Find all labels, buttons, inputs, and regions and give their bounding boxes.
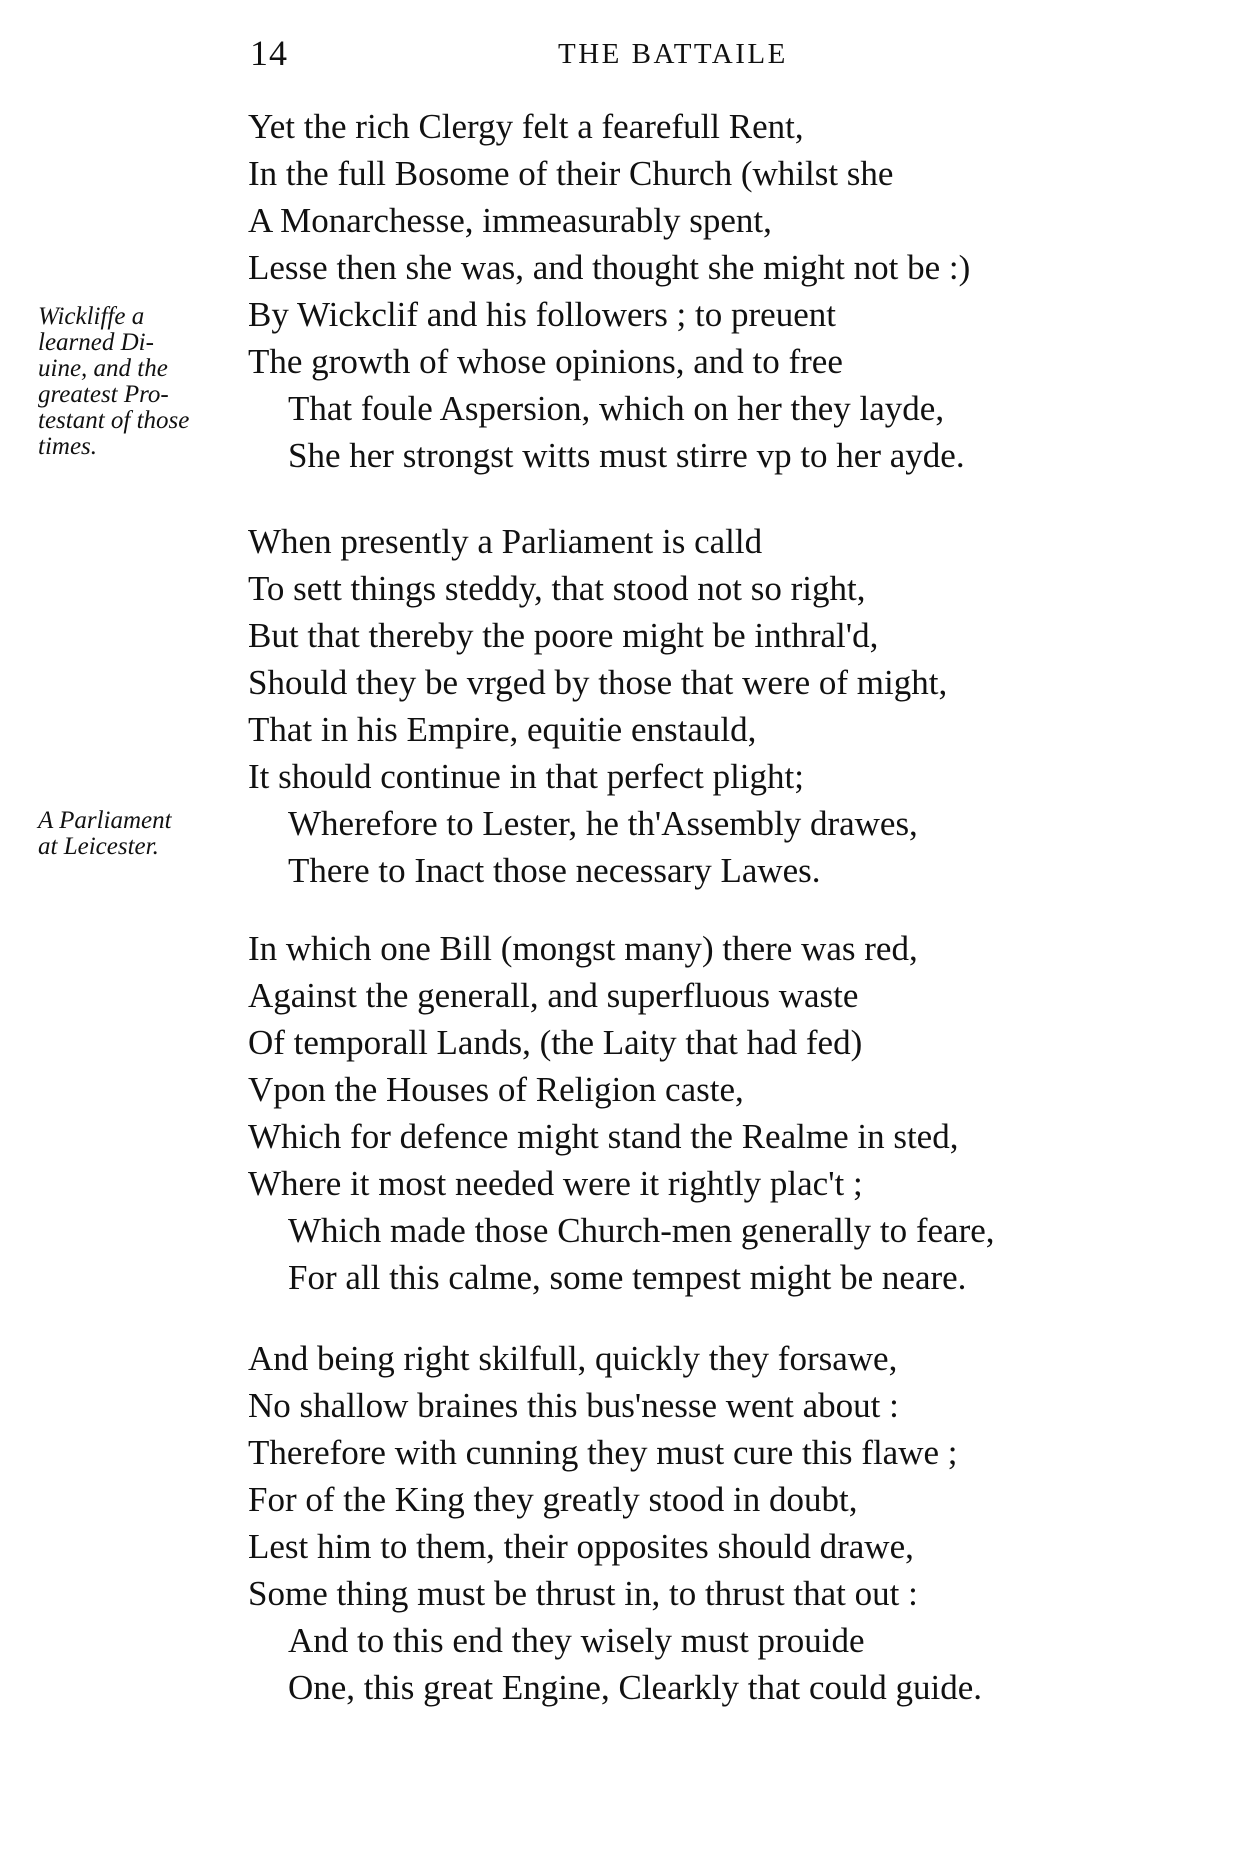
verse-line: Should they be vrged by those that were of might,	[248, 663, 948, 702]
stanza-2	[248, 518, 1188, 894]
verse-line: No shallow braines this bus'nesse went about :	[248, 1386, 899, 1425]
marginal-note-line: at Leicester.	[38, 833, 159, 860]
stanza-3	[248, 925, 1188, 1301]
marginal-note-line: times.	[38, 433, 98, 460]
verse-line: There to Inact those necessary Lawes.	[288, 851, 821, 890]
verse-line: And to this end they wisely must prouide	[288, 1621, 865, 1660]
verse-line: Lesse then she was, and thought she might not be :)	[248, 248, 971, 287]
verse-line: Lest him to them, their opposites should drawe,	[248, 1527, 914, 1566]
marginal-note-line: greatest Pro-	[38, 381, 169, 408]
verse-line: She her strongst witts must stirre vp to her ayde.	[288, 436, 965, 475]
verse-line: Where it most needed were it rightly plac't ;	[248, 1164, 863, 1203]
marginal-note-line: learned Di-	[38, 329, 154, 356]
verse-line: One, this great Engine, Clearkly that could guide.	[288, 1668, 982, 1707]
verse-line: In which one Bill (mongst many) there was red,	[248, 929, 918, 968]
verse-line: Therefore with cunning they must cure this flawe ;	[248, 1433, 958, 1472]
verse-line: That in his Empire, equitie enstauld,	[248, 710, 757, 749]
verse-line: It should continue in that perfect plight;	[248, 757, 804, 796]
verse-line: By Wickclif and his followers ; to preuent	[248, 295, 836, 334]
marginal-note-parliament	[38, 808, 248, 860]
marginal-note-line: testant of those	[38, 407, 190, 434]
stanza-4	[248, 1335, 1188, 1711]
verse-line: And being right skilfull, quickly they forsawe,	[248, 1339, 898, 1378]
marginal-note-line: Wickliffe a	[38, 303, 145, 330]
verse-line: Which for defence might stand the Realme in sted,	[248, 1117, 959, 1156]
running-title: THE BATTAILE	[558, 38, 788, 70]
marginal-note-line: uine, and the	[38, 355, 168, 382]
page-header	[0, 32, 1242, 82]
verse-line: Yet the rich Clergy felt a fearefull Rent,	[248, 107, 804, 146]
verse-line: In the full Bosome of their Church (whilst she	[248, 154, 894, 193]
stanza-1	[248, 103, 1188, 479]
verse-line: Of temporall Lands, (the Laity that had fed)	[248, 1023, 863, 1062]
page-number: 14	[250, 33, 288, 73]
verse-line: When presently a Parliament is calld	[248, 522, 763, 561]
verse-line: But that thereby the poore might be inthral'd,	[248, 616, 879, 655]
marginal-note-line: A Parliament	[38, 807, 172, 834]
marginal-note-wickliffe	[38, 304, 248, 460]
verse-line: Against the generall, and superfluous waste	[248, 976, 859, 1015]
verse-line: Vpon the Houses of Religion caste,	[248, 1070, 744, 1109]
verse-line: That foule Aspersion, which on her they layde,	[288, 389, 945, 428]
verse-line: A Monarchesse, immeasurably spent,	[248, 201, 772, 240]
verse-line: Some thing must be thrust in, to thrust that out :	[248, 1574, 918, 1613]
verse-line: To sett things steddy, that stood not so right,	[248, 569, 866, 608]
verse-line: For of the King they greatly stood in doubt,	[248, 1480, 858, 1519]
verse-line: Which made those Church-men generally to feare,	[288, 1211, 995, 1250]
verse-line: Wherefore to Lester, he th'Assembly drawes,	[288, 804, 918, 843]
verse-line: The growth of whose opinions, and to free	[248, 342, 843, 381]
verse-line: For all this calme, some tempest might be neare.	[288, 1258, 967, 1297]
